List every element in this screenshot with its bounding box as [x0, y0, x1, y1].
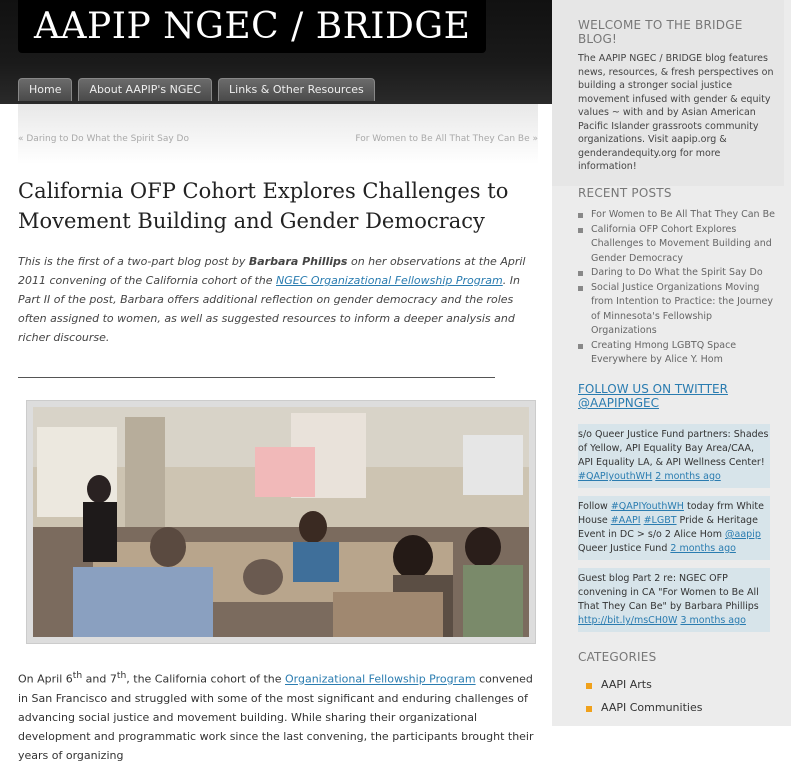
twitter-widget — [578, 382, 778, 632]
user-mention-link[interactable]: @aapip — [725, 529, 761, 540]
site-title[interactable]: AAPIP NGEC / BRIDGE — [18, 0, 486, 53]
recent-posts-title: RECENT POSTS — [578, 186, 672, 200]
recent-post-item[interactable]: For Women to Be All That They Can Be — [578, 208, 778, 223]
tweet — [578, 568, 770, 632]
intro-text: This is the first of a two-part blog post by — [18, 255, 249, 268]
tweet-text: Follow — [578, 501, 611, 512]
body-text: , the California cohort of the — [126, 672, 285, 686]
post-title: California OFP Cohort Explores Challenges to Movement Building and Gender Democracy — [18, 179, 509, 233]
nav-tab-home[interactable]: Home — [18, 78, 72, 101]
post-intro — [18, 252, 538, 347]
recent-post-item[interactable]: Social Justice Organizations Moving from Intention to Practice: the Journey of Minnesota's Fellowship Organizations — [578, 281, 778, 339]
body-text: and 7 — [82, 672, 117, 686]
sidebar — [552, 0, 791, 726]
recent-posts-widget — [578, 186, 778, 368]
recent-post-item[interactable]: Daring to Do What the Spirit Say Do — [578, 266, 778, 281]
short-url-link[interactable]: http://bit.ly/msCH0W — [578, 615, 678, 626]
twitter-title[interactable]: FOLLOW US ON TWITTER @AAPIPNGEC — [578, 382, 728, 410]
tweet-text: Pride & Heritage Event in DC > s/o 2 Alice Hom — [578, 515, 758, 540]
recent-posts-list — [578, 208, 778, 368]
welcome-text: The AAPIP NGEC / BRIDGE blog features news, resources, & fresh perspectives on building a stronger social justice movement infused with gender & equity values ~ with and by Asian American Pacific Islander grassroots community organizations. Visit aapip.org & genderandequity.org for more information! — [578, 53, 774, 172]
tweet-time-link[interactable]: 3 months ago — [680, 615, 746, 626]
recent-post-item[interactable]: California OFP Cohort Explores Challenges to Movement Building and Gender Democracy — [578, 223, 778, 267]
post-photo — [26, 400, 536, 644]
tweet-text: Guest blog Part 2 re: NGEC OFP convening in CA "For Women to Be All That They Can Be" by Barbara Phillips — [578, 573, 759, 612]
nav-tab-about[interactable]: About AAPIP's NGEC — [78, 78, 212, 101]
welcome-widget — [552, 0, 784, 186]
ofp-program-link[interactable]: Organizational Fellowship Program — [285, 672, 476, 686]
tweet-text: Queer Justice Fund — [578, 543, 671, 554]
categories-list — [578, 678, 778, 724]
hashtag-link[interactable]: #AAPI — [610, 515, 641, 526]
divider — [18, 361, 495, 378]
next-post-link[interactable]: For Women to Be All That They Can Be » — [355, 134, 538, 144]
tweet-time-link[interactable]: 2 months ago — [670, 543, 736, 554]
author-name: Barbara Phillips — [248, 255, 348, 268]
tweet-text: today frm White House — [578, 501, 764, 526]
post-body — [18, 666, 538, 765]
body-text: convened in San Francisco and struggled with some of the most significant and enduring challenges of advancing social justice and movement building. While sharing their organizational development and programmatic work since the last convening, the participants brought their years of organizing — [18, 672, 534, 762]
intro-text: on her observations at the April 2011 convening of the California cohort of the — [18, 255, 526, 287]
ordinal-suffix: th — [72, 670, 83, 681]
post-content — [18, 176, 538, 765]
welcome-title: WELCOME TO THE BRIDGE BLOG! — [578, 18, 743, 46]
meeting-photo-illustration — [33, 407, 529, 637]
tweet-time-link[interactable]: 2 months ago — [655, 471, 721, 482]
tweet — [578, 496, 770, 560]
previous-post-link[interactable]: « Daring to Do What the Spirit Say Do — [18, 134, 189, 144]
categories-title: CATEGORIES — [578, 650, 657, 664]
main-nav — [18, 78, 375, 101]
category-item[interactable]: AAPI Arts — [578, 678, 778, 701]
body-text: On April 6 — [18, 672, 73, 686]
post-navigation — [18, 104, 538, 164]
nav-tab-links[interactable]: Links & Other Resources — [218, 78, 375, 101]
categories-widget — [578, 650, 778, 724]
category-item[interactable]: AAPI Communities — [578, 701, 778, 724]
meeting-photo — [33, 407, 529, 637]
recent-post-item[interactable]: Creating Hmong LGBTQ Space Everywhere by Alice Y. Hom — [578, 339, 778, 368]
hashtag-link[interactable]: #QAPIYouthWH — [610, 501, 684, 512]
tweet — [578, 424, 770, 488]
hashtag-link[interactable]: #QAPIyouthWH — [578, 471, 653, 482]
hashtag-link[interactable]: #LGBT — [643, 515, 677, 526]
intro-text: . In Part II of the post, Barbara offers additional reflection on gender democracy and the roles often assigned to women, as well as suggested resources to inform a deeper analysis and richer discourse. — [18, 274, 520, 344]
ofp-link[interactable]: NGEC Organizational Fellowship Program — [276, 274, 503, 287]
ordinal-suffix: th — [116, 670, 127, 681]
tweet-text: s/o Queer Justice Fund partners: Shades of Yellow, API Equality Bay Area/CAA, API Equality LA, & API Wellness Center! — [578, 429, 769, 468]
